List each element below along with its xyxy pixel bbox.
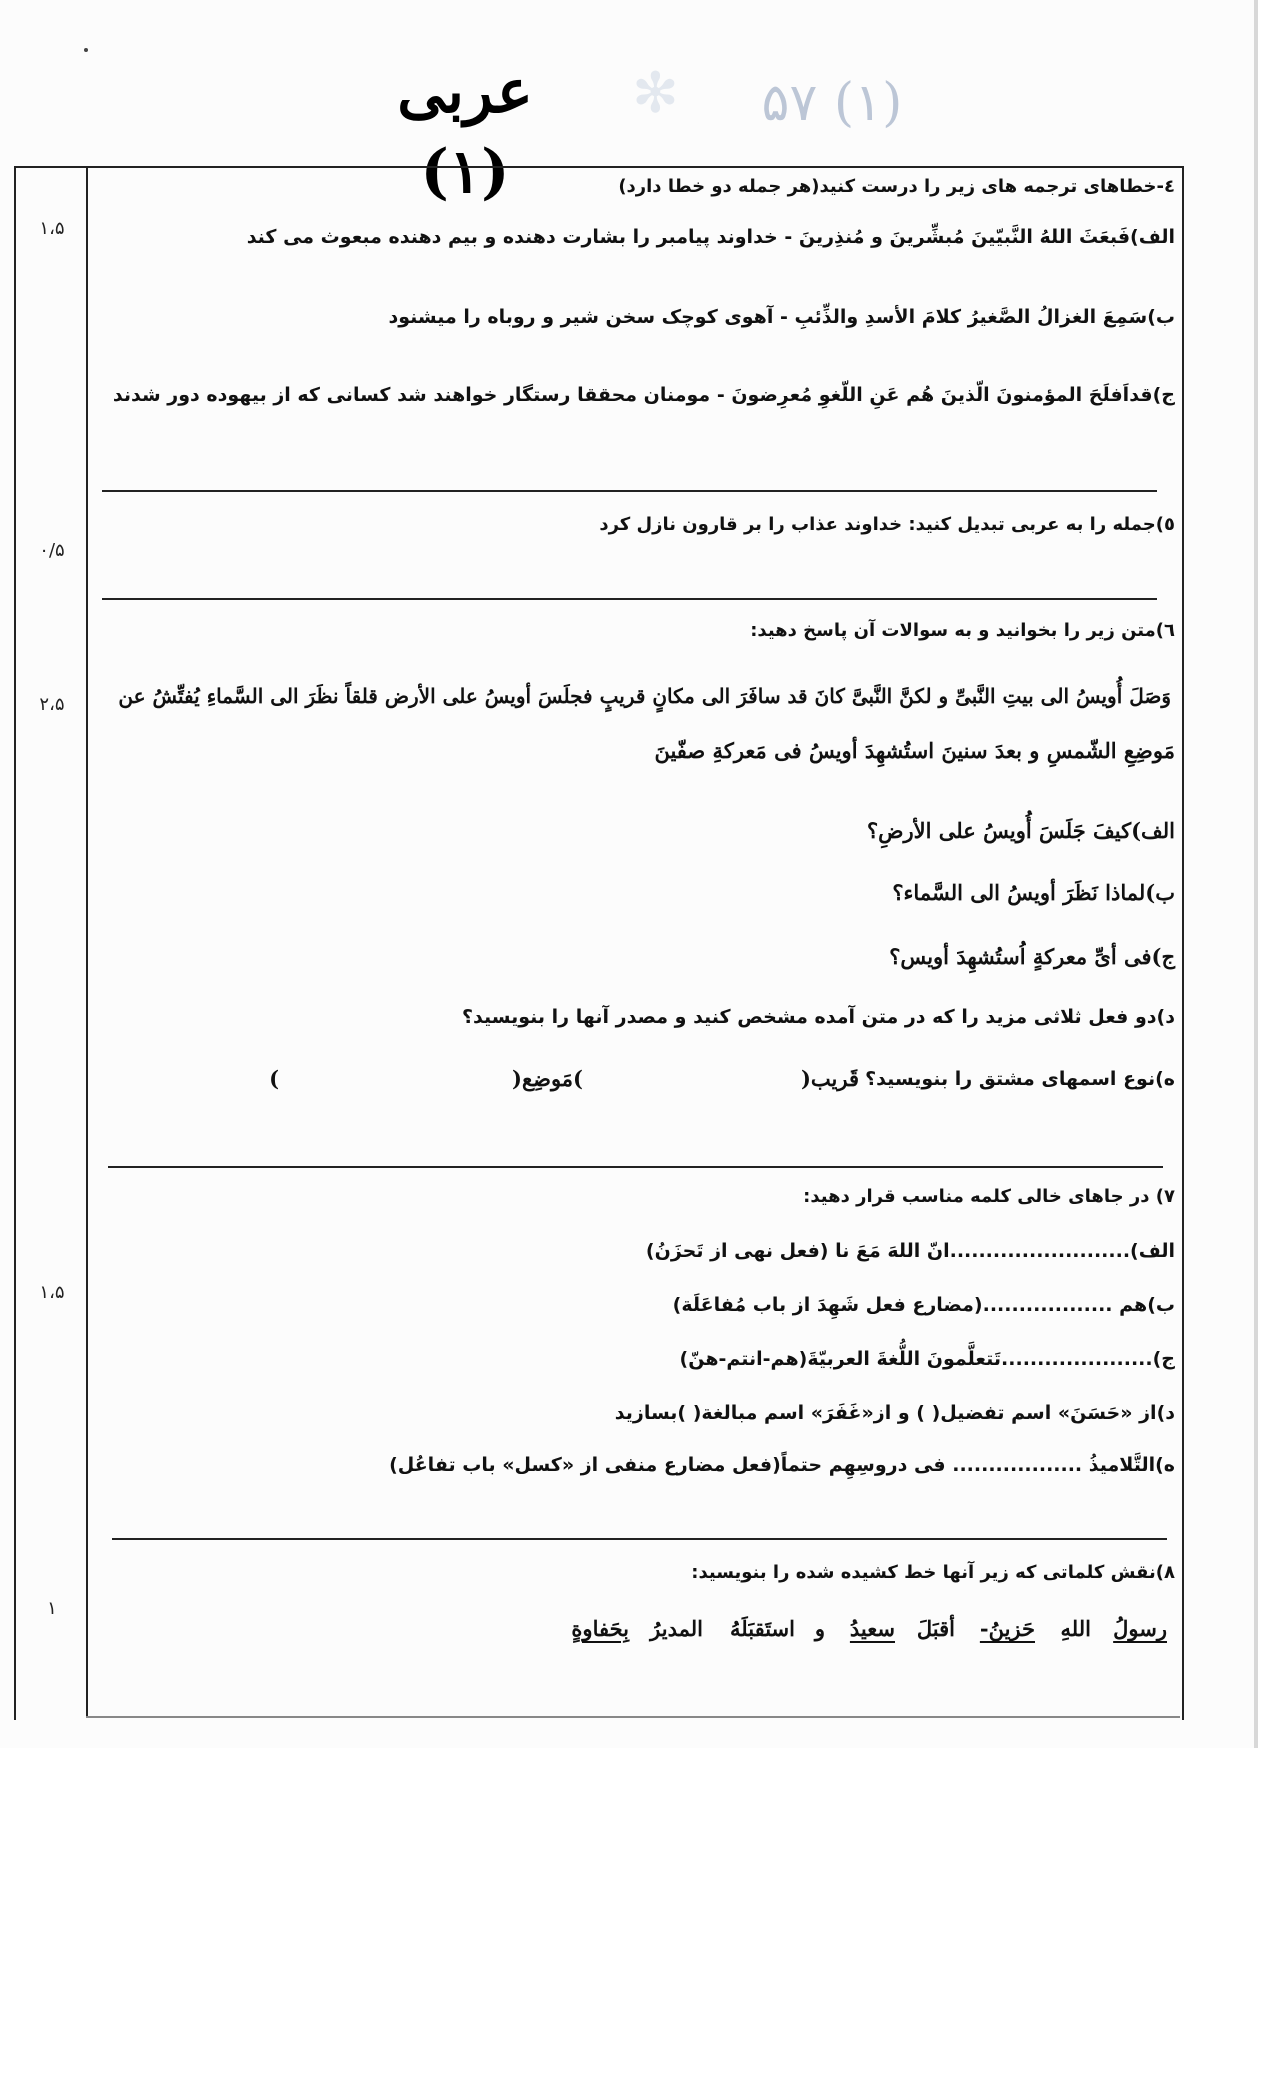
q7-title: ٧) در جاهای خالی کلمه مناسب قرار دهید: xyxy=(803,1186,1175,1207)
q6-word-mawdi: )مَوضِع( xyxy=(512,1066,583,1091)
q7-item-e: ه)التَّلامیذُ .................. فی دروسِهِم حتماً(فعل مضارع منفی از «کسل» باب تفاعُل) xyxy=(389,1454,1175,1476)
q7-item-b: ب)هم ..................(مضارع فعل شَهِدَ از باب مُفاعَلَة) xyxy=(672,1294,1175,1316)
q8-word-hazin: حَزینُ- xyxy=(979,1616,1035,1641)
q8-word-istaqbalahu: استَقبَلَهُ xyxy=(730,1616,795,1641)
q6-word-qarib: قَریب( xyxy=(800,1066,859,1091)
q7-item-a: الف).........................انّ اللهَ مَعَ نا (فعل نهی از تَحزَنُ) xyxy=(645,1240,1175,1262)
q6-question-d: د)دو فعل ثلاثی مزید را که در متن آمده مشخص کنید و مصدر آنها را بنویسید؟ xyxy=(461,1006,1175,1028)
q6-question-e: ه)نوع اسمهای مشتق را بنویسید؟ xyxy=(865,1068,1175,1090)
divider-1 xyxy=(102,490,1157,492)
score-q7: ۱،۵ xyxy=(39,1282,65,1303)
divider-3 xyxy=(108,1166,1163,1168)
q6-question-a: الف)کیفَ جَلَسَ أُویسُ علی الأرضِ؟ xyxy=(867,818,1175,843)
q6-question-b: ب)لماذا نَظَرَ أویسُ الی السَّماء؟ xyxy=(892,880,1175,905)
q4-item-a: الف)فَبعَثَ اللهُ النَّبیّینَ مُبشِّرینَ و مُنذِرینَ - خداوند پیامبر را بشارت دهنده و بیم دهنده مبعوث می کند xyxy=(246,226,1175,248)
q6-question-c: ج)فی أیِّ معرکةٍ اُستُشهِدَ أویس؟ xyxy=(889,944,1175,969)
q7-item-c: ج).....................تَتعلَّمونَ اللُّغةَ العربیّةَ(هم-انتم-هنّ) xyxy=(679,1348,1175,1370)
q8-word-aqbala: أقبَلَ xyxy=(916,1616,955,1641)
q8-word-allah: اللهِ xyxy=(1060,1616,1091,1641)
sheet-edge xyxy=(1254,0,1258,1748)
divider-4 xyxy=(112,1538,1167,1540)
score-q4: ۱،۵ xyxy=(39,218,65,239)
faint-star-mark: ✻ xyxy=(632,61,679,126)
score-column-divider xyxy=(86,166,88,1718)
q4-title: ٤-خطاهای ترجمه های زیر را درست کنید(هر جمله دو خطا دارد) xyxy=(618,176,1175,197)
q8-word-rasul: رسولُ xyxy=(1113,1616,1167,1641)
q4-item-c: ج)قداَفلَحَ المؤمنونَ الّذینَ هُم عَنِ اللّغوِ مُعرِضونَ - مومنان محققا رستگار خواهند شد کسانی که از بیهوده دور شدند xyxy=(112,384,1175,406)
q7-item-d: د)از «حَسَنَ» اسم تفضیل( ) و از«غَفَرَ» اسم مبالغة( )بسازید xyxy=(614,1402,1175,1424)
faint-stamp: (۱) ۵۷ xyxy=(761,73,903,133)
frame-bottom-line xyxy=(86,1716,1180,1718)
q6-passage-line2: مَوضِعِ الشّمسِ و بعدَ سنینَ استُشهِدَ أویسُ فی مَعرکةِ صفّینَ xyxy=(654,738,1175,763)
speck xyxy=(84,48,88,52)
score-q6: ۲،۵ xyxy=(39,694,65,715)
q5-title: ٥)جمله را به عربی تبدیل کنید: خداوند عذاب را بر قارون نازل کرد xyxy=(599,514,1175,535)
q6-title: ٦)متن زیر را بخوانید و به سوالات آن پاسخ دهید: xyxy=(750,620,1175,641)
q8-word-wa: و xyxy=(814,1616,825,1641)
score-q5: ۰/۵ xyxy=(39,540,65,561)
handwritten-title: عربی (۱) xyxy=(397,57,533,207)
divider-2 xyxy=(102,598,1157,600)
score-q8: ۱ xyxy=(47,1598,57,1619)
q4-item-b: ب)سَمِعَ الغزالُ الصَّغیرُ کلامَ الأسدِ والذِّئبِ - آهوی کوچک سخن شیر و روباه را میشنود xyxy=(388,306,1175,328)
q8-word-said: سعیدُ xyxy=(849,1616,895,1641)
q8-title: ٨)نقش کلماتی که زیر آنها خط کشیده شده را بنویسید: xyxy=(691,1562,1175,1583)
q8-word-almudir: المدیرُ xyxy=(650,1616,703,1641)
q6-close-paren: ) xyxy=(269,1066,279,1091)
q8-word-bihafawa: بِحَفاوةٍ xyxy=(571,1616,629,1641)
q6-passage-line1: وَصَلَ أُویسُ الی بیتِ النَّبیِّ و لکنَّ النَّبیَّ کانَ قد سافَرَ الی مکانٍ قریبٍ فجلَسَ أویسُ علی الأرض قلقاً نظَرَ الی السَّماءِ یُفتِّشُ عن xyxy=(118,684,1171,708)
